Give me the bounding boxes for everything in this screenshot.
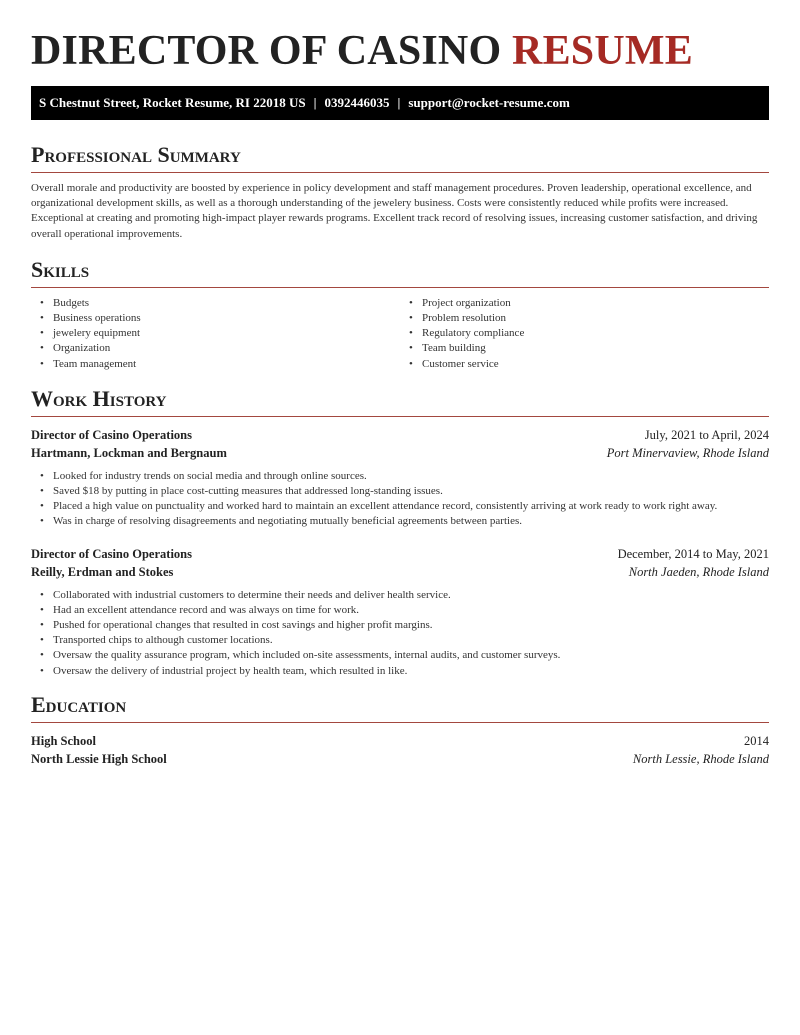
skill-item: • Budgets xyxy=(53,296,400,311)
summary-heading: Professional Summary xyxy=(31,142,769,173)
job-bullet: • Was in charge of resolving disagreements and negotiating mutually beneficial agreements between parties. xyxy=(53,514,769,529)
job-bullet: • Saved $18 by putting in place cost-cutting measures that addressed long-standing issues. xyxy=(53,484,769,499)
job-bullets xyxy=(31,469,769,530)
job-entry xyxy=(31,545,769,679)
skill-item: • Team management xyxy=(53,357,400,372)
job-bullet: • Looked for industry trends on social media and through online sources. xyxy=(53,469,769,484)
education-degree: High School xyxy=(31,733,96,748)
job-bullet: • Oversaw the delivery of industrial project by health team, which resulted in like. xyxy=(53,664,769,679)
job-dates: December, 2014 to May, 2021 xyxy=(617,546,769,561)
skill-item: • Customer service xyxy=(422,357,769,372)
education-school: North Lessie High School xyxy=(31,751,167,766)
job-bullet: • Had an excellent attendance record and was always on time for work. xyxy=(53,603,769,618)
job-bullet: • Collaborated with industrial customers to determine their needs and deliver health service. xyxy=(53,588,769,603)
contact-separator: | xyxy=(397,95,401,110)
job-location: Port Minervaview, Rhode Island xyxy=(606,445,769,460)
skills-heading: Skills xyxy=(31,257,769,288)
job-dates: July, 2021 to April, 2024 xyxy=(644,427,769,442)
job-bullet: • Transported chips to although customer locations. xyxy=(53,633,769,648)
job-bullet: • Placed a high value on punctuality and worked hard to maintain an excellent attendance record, consistently arriving at work ready to work right away. xyxy=(53,499,769,514)
education-entry xyxy=(31,732,769,768)
skill-item: • Team building xyxy=(422,341,769,356)
job-title: Director of Casino Operations xyxy=(31,546,192,561)
skill-item: • Organization xyxy=(53,341,400,356)
job-header-row xyxy=(31,545,769,563)
job-header-row xyxy=(31,426,769,444)
skill-item: • Business operations xyxy=(53,311,400,326)
education-header-row xyxy=(31,732,769,750)
job-title: Director of Casino Operations xyxy=(31,427,192,442)
resume-title xyxy=(31,27,769,75)
skills-list xyxy=(31,296,769,372)
skills-column-left xyxy=(31,296,400,372)
job-location: North Jaeden, Rhode Island xyxy=(628,564,769,579)
title-accent: RESUME xyxy=(512,28,693,74)
skill-item: • jewelery equipment xyxy=(53,326,400,341)
job-entry xyxy=(31,426,769,530)
skill-item: • Project organization xyxy=(422,296,769,311)
education-heading: Education xyxy=(31,692,769,723)
job-bullets xyxy=(31,588,769,679)
education-location: North Lessie, Rhode Island xyxy=(632,751,769,766)
job-bullet: • Pushed for operational changes that resulted in cost savings and higher profit margins. xyxy=(53,618,769,633)
contact-phone: 0392446035 xyxy=(324,95,390,110)
job-bullet: • Oversaw the quality assurance program, which included on-site assessments, internal audits, and customer surveys. xyxy=(53,648,769,663)
contact-bar xyxy=(31,86,769,120)
work-history-heading: Work History xyxy=(31,386,769,417)
education-year: 2014 xyxy=(744,733,769,748)
job-company: Hartmann, Lockman and Bergnaum xyxy=(31,445,227,460)
contact-address: S Chestnut Street, Rocket Resume, RI 22018 US xyxy=(39,95,306,110)
contact-separator: | xyxy=(313,95,317,110)
education-school-row xyxy=(31,750,769,768)
job-company-row xyxy=(31,563,769,581)
job-company: Reilly, Erdman and Stokes xyxy=(31,564,174,579)
summary-text: Overall morale and productivity are boosted by experience in policy development and staff management procedures. Proven leadership, operational excellence, and organizational development skills, as well as a thorough understanding of the jewelery business. Costs were consistently reduced while profits were increased. Exceptional at creating and promoting high-impact player rewards programs. Excellent track record of resolving issues, increasing customer satisfaction, and driving overall operational improvements. xyxy=(31,182,758,240)
skill-item: • Problem resolution xyxy=(422,311,769,326)
contact-email[interactable]: support@rocket-resume.com xyxy=(408,95,570,110)
skill-item: • Regulatory compliance xyxy=(422,326,769,341)
title-main: DIRECTOR OF CASINO xyxy=(31,28,513,74)
skills-column-right xyxy=(400,296,769,372)
job-company-row xyxy=(31,444,769,462)
